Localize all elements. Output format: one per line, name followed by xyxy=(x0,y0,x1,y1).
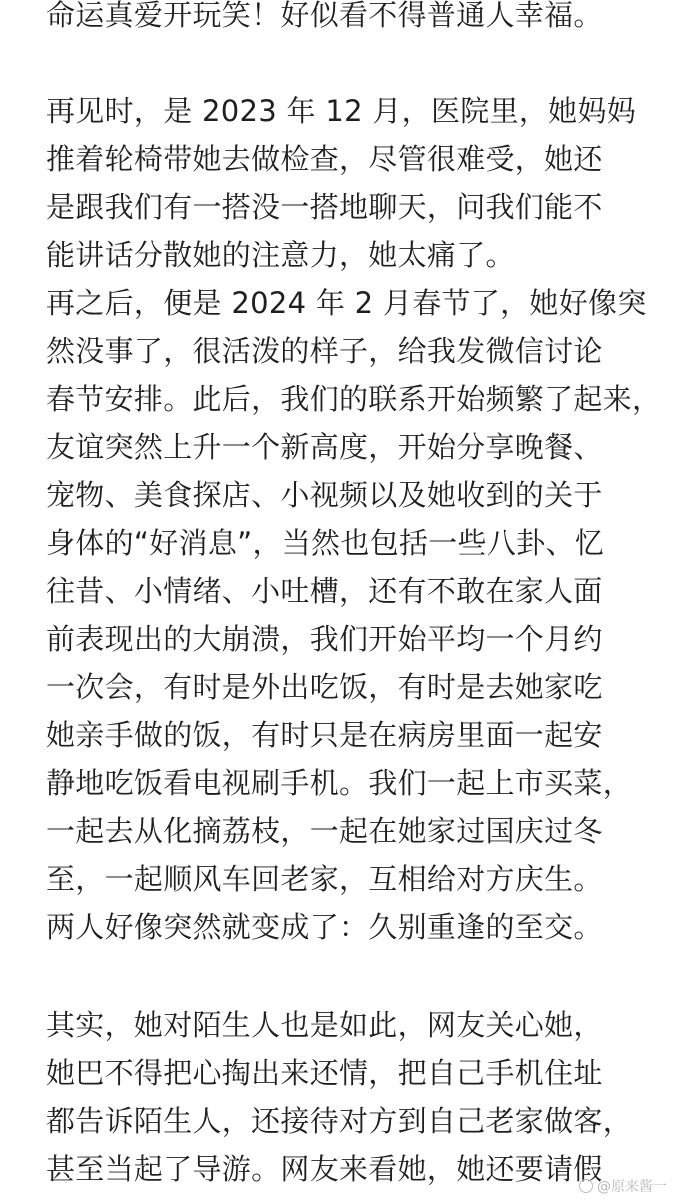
text-line: 甚至当起了导游。网友来看她，她还要请假 xyxy=(46,1152,603,1186)
text-line: 再之后，便是 2024 年 2 月春节了，她好像突 xyxy=(46,286,647,320)
text-line: 再见时，是 2023 年 12 月，医院里，她妈妈 xyxy=(46,94,637,128)
text-line: 她亲手做的饭，有时只是在病房里面一起安 xyxy=(46,718,603,752)
text-line: 都告诉陌生人，还接待对方到自己老家做客， xyxy=(46,1104,633,1138)
text-line: 她巴不得把心掏出来还情，把自己手机住址 xyxy=(46,1056,603,1090)
text-line: 友谊突然上升一个新高度，开始分享晚餐、 xyxy=(46,430,603,464)
text-line: 一次会，有时是外出吃饭，有时是去她家吃 xyxy=(46,670,603,704)
text-line: 静地吃饭看电视刷手机。我们一起上市买菜， xyxy=(46,766,633,800)
text-line: 宠物、美食探店、小视频以及她收到的关于 xyxy=(46,478,603,512)
text-line: 往昔、小情绪、小吐槽，还有不敢在家人面 xyxy=(46,574,603,608)
text-line: 然没事了，很活泼的样子，给我发微信讨论 xyxy=(46,334,603,368)
watermark-text: @原来酱一 xyxy=(597,1179,667,1195)
watermark xyxy=(579,1176,667,1196)
text-line: 命运真爱开玩笑！好似看不得普通人幸福。 xyxy=(46,0,603,32)
text-line: 是跟我们有一搭没一搭地聊天，问我们能不 xyxy=(46,190,603,224)
text-line: 至，一起顺风车回老家，互相给对方庆生。 xyxy=(46,862,603,896)
text-line: 其实，她对陌生人也是如此，网友关心她， xyxy=(46,1008,603,1042)
text-line: 推着轮椅带她去做检查，尽管很难受，她还 xyxy=(46,142,603,176)
text-line: 身体的“好消息”，当然也包括一些八卦、忆 xyxy=(46,526,605,560)
text-line: 一起去从化摘荔枝，一起在她家过国庆过冬 xyxy=(46,814,603,848)
text-line: 两人好像突然就变成了：久别重逢的至交。 xyxy=(46,910,603,944)
text-line: 能讲话分散她的注意力，她太痛了。 xyxy=(46,238,515,272)
text-line: 前表现出的大崩溃，我们开始平均一个月约 xyxy=(46,622,603,656)
text-line: 春节安排。此后，我们的联系开始频繁了起来， xyxy=(46,382,662,416)
weibo-icon xyxy=(579,1179,593,1193)
